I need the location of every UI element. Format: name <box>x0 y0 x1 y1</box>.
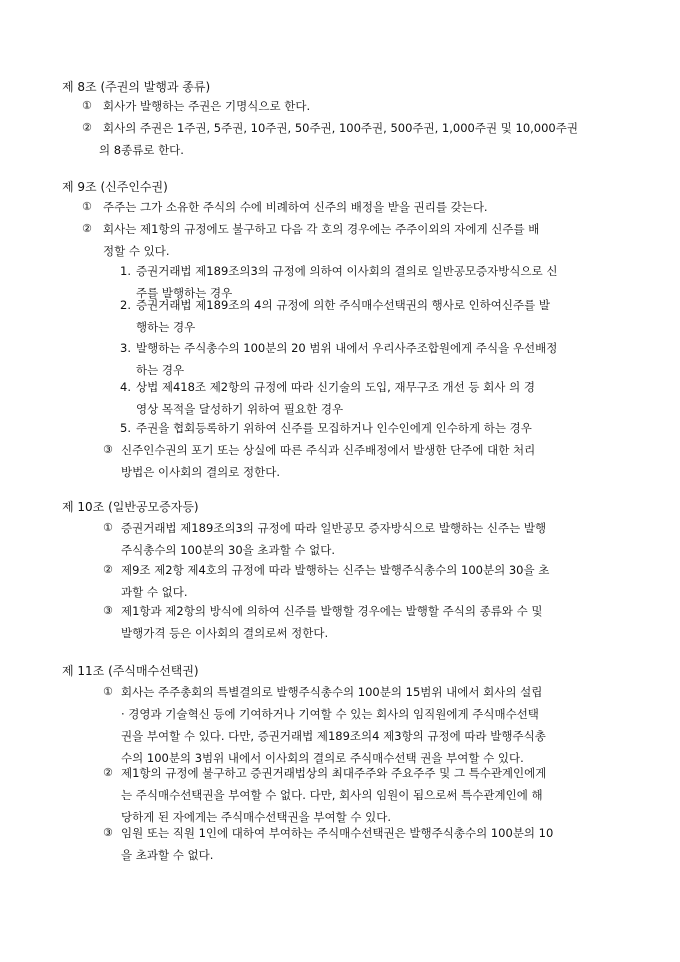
clause-text-line: 제9조 제2항 제4호의 규정에 따라 발행하는 신주는 발행주식총수의 100분의 30을 초 <box>121 563 550 577</box>
article-title: 제 9조 (신주인수권) <box>62 180 168 194</box>
sub-item-4 <box>120 376 535 420</box>
clause-text-line: 회사의 주권은 1주권, 5주권, 10주권, 50주권, 100주권, 500주권, 1,000주권 및 10,000주권 <box>103 121 578 135</box>
clause-number: ② <box>82 222 92 235</box>
sub-item-text-line: 증권거래법 제189조의3의 규정에 의하여 이사회의 결의로 일반공모증자방식으로 신 <box>136 264 558 278</box>
sub-item-text-line: 상법 제418조 제2항의 규정에 따라 신기술의 도입, 재무구조 개선 등 회사 의 경 <box>136 380 535 394</box>
clause-text-line: 회사는 주주총회의 특별결의로 발행주식총수의 100분의 15범위 내에서 회사의 설립 <box>121 685 543 699</box>
clause-number: ③ <box>103 443 113 456</box>
clause-number: ① <box>103 685 113 698</box>
sub-item-text-line: 발행하는 주식총수의 100분의 20 범위 내에서 우리사주조합원에게 주식을 우선배정 <box>136 341 558 355</box>
clause-text-line: 제1항과 제2항의 방식에 의하여 신주를 발행할 경우에는 발행할 주식의 종류와 수 및 <box>121 604 543 618</box>
clause-text-line: 회사가 발행하는 주권은 기명식으로 한다. <box>103 99 311 113</box>
clause-text-line: 정할 수 있다. <box>103 244 170 258</box>
clause-text-line: 제1항의 규정에 불구하고 증권거래법상의 최대주주와 주요주주 및 그 특수관계인에게 <box>121 766 547 780</box>
sub-item-number: 1. <box>120 264 131 278</box>
clause-text-line: 의 8종류로 한다. <box>99 143 184 157</box>
clause-text-line: 방법은 이사회의 결의로 정한다. <box>121 465 281 479</box>
article-title: 제 11조 (주식매수선택권) <box>62 664 199 678</box>
clause-number: ② <box>103 766 113 779</box>
clause-text-line: 증권거래법 제189조의3의 규정에 따라 일반공모 증자방식으로 발행하는 신주는 발행 <box>121 521 547 535</box>
clause-number: ① <box>103 521 113 534</box>
clause-text-line: 발행가격 등은 이사회의 결의로써 정한다. <box>121 626 329 640</box>
clause-text-line: 는 주식매수선택권을 부여할 수 없다. 다만, 회사의 임원이 됨으로써 특수관계인에 해 <box>121 788 543 802</box>
sub-item-number: 4. <box>120 380 131 394</box>
clause-text-line: 수의 100분의 3범위 내에서 이사회의 결의로 주식매수선택 권을 부여할 수 있다. <box>121 751 524 765</box>
clause-text-line: 임원 또는 직원 1인에 대하여 부여하는 주식매수선택권은 발행주식총수의 100분의 10 <box>121 826 554 840</box>
sub-item-text-line: 하는 경우 <box>136 363 185 377</box>
clause-text-line: 을 초과할 수 없다. <box>121 848 214 862</box>
clause-number: ① <box>82 99 92 112</box>
sub-item-3 <box>120 337 557 381</box>
clause-2 <box>103 762 546 828</box>
sub-item-number: 3. <box>120 341 131 355</box>
sub-item-5 <box>120 417 532 439</box>
clause-text-line: 과할 수 없다. <box>121 585 188 599</box>
clause-number: ② <box>103 563 113 576</box>
clause-text-line: 권을 부여할 수 있다. 다만, 증권거래법 제189조의4 제3항의 규정에 따라 발행주식총 <box>121 729 546 743</box>
sub-item-text-line: 영상 목적을 달성하기 위하여 필요한 경우 <box>136 402 344 416</box>
sub-item-text-line: 증권거래법 제189조의 4의 규정에 의한 주식매수선택권의 행사로 인하여신주를 발 <box>136 298 550 312</box>
clause-3 <box>103 439 535 483</box>
article-title: 제 10조 (일반공모증자등) <box>62 500 199 514</box>
clause-3 <box>103 822 553 866</box>
sub-item-text-line: 행하는 경우 <box>136 320 196 334</box>
clause-number: ① <box>82 200 92 213</box>
clause-1 <box>103 517 546 561</box>
clause-text-line: 신주인수권의 포기 또는 상실에 따른 주식과 신주배정에서 발생한 단주에 대한 처리 <box>121 443 536 457</box>
clause-number: ② <box>82 121 92 134</box>
clause-number: ③ <box>103 826 113 839</box>
clause-text-line: · 경영과 기술혁신 등에 기여하거나 기여할 수 있는 회사의 임직원에게 주식매수선택 <box>121 707 539 721</box>
clause-1 <box>103 681 546 769</box>
clause-2 <box>82 117 578 161</box>
clause-text-line: 주주는 그가 소유한 주식의 수에 비례하여 신주의 배정을 받을 권리를 갖는다. <box>103 200 488 214</box>
clause-text-line: 주식총수의 100분의 30을 초과할 수 없다. <box>121 543 336 557</box>
sub-item-text-line: 주권을 협회등록하기 위하여 신주를 모집하거나 인수인에게 인수하게 하는 경우 <box>136 421 532 435</box>
sub-item-number: 2. <box>120 298 131 312</box>
clause-2 <box>82 218 539 262</box>
clause-3 <box>103 600 542 644</box>
article-title: 제 8조 (주권의 발행과 종류) <box>62 80 211 94</box>
sub-item-number: 5. <box>120 421 131 435</box>
clause-number: ③ <box>103 604 113 617</box>
sub-item-2 <box>120 294 550 338</box>
sub-item-text-line: 주를 발행하는 경우 <box>136 286 233 300</box>
clause-1 <box>82 196 488 218</box>
clause-2 <box>103 559 549 603</box>
clause-text-line: 회사는 제1항의 규정에도 불구하고 다음 각 호의 경우에는 주주이외의 자에게 신주를 배 <box>103 222 540 236</box>
clause-text-line: 당하게 된 자에게는 주식매수선택권을 부여할 수 있다. <box>121 810 391 824</box>
clause-1 <box>82 95 310 117</box>
